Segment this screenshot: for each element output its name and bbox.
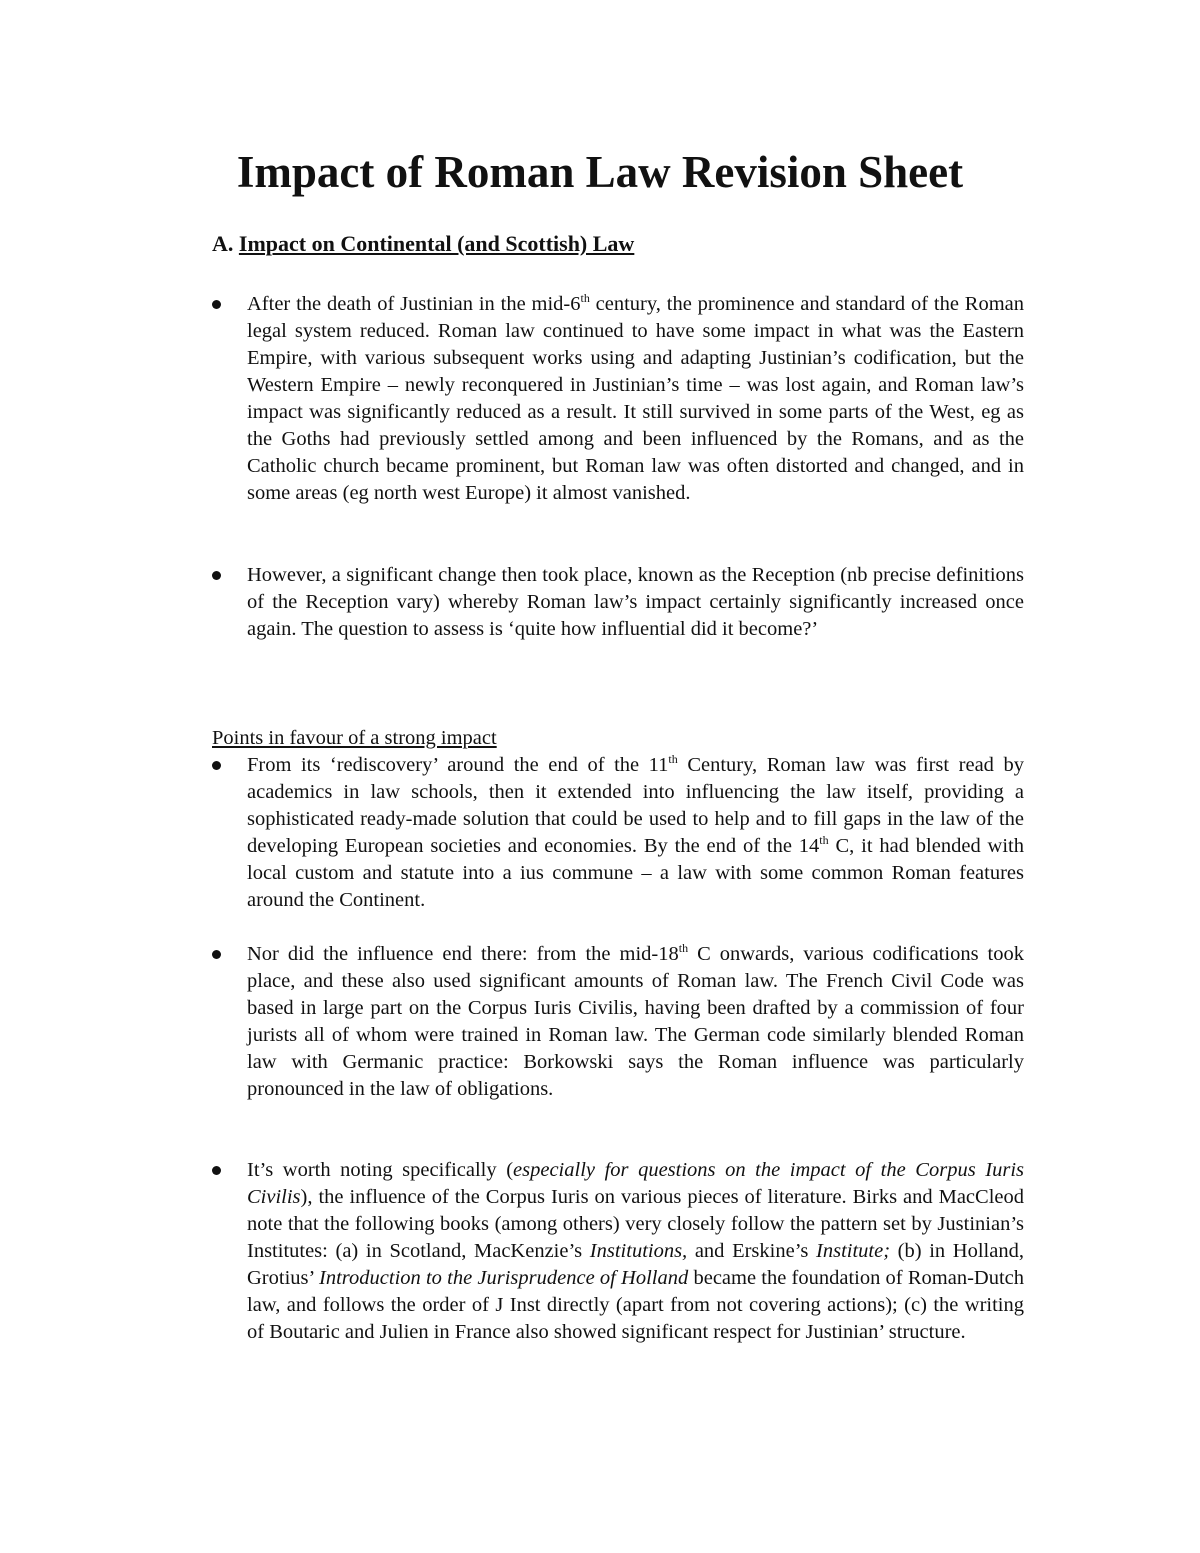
section-a-prefix: A.	[212, 231, 239, 256]
bullet-text: It’s worth noting specifically (especially for questions on the impact of the Corpus Iuris Civilis), the influence of the Corpus Iuris on various pieces of literature. Birks and MacCleod note that the following books (among others) very closely follow the pattern set by Justinian’s Institutes: (a) in Scotland, MacKenzie’s Institutions, and Erskine’s Institute; (b) in Holland, Grotius’ Introduction to the Jurisprudence of Holland became the foundation of Roman-Dutch law, and follows the order of J Inst directly (apart from not covering actions); (c) the writing of Boutaric and Julien in France also showed significant respect for Justinian’ structure.	[247, 1159, 1024, 1343]
subheading-favour: Points in favour of a strong impact	[212, 727, 497, 749]
page-title: Impact of Roman Law Revision Sheet	[236, 147, 964, 197]
list-item	[212, 1157, 1024, 1346]
bullet-icon	[212, 1166, 221, 1175]
bullet-text: Nor did the influence end there: from the mid-18th C onwards, various codifications took place, and these also used significant amounts of Roman law. The French Civil Code was based in large part on the Corpus Iuris Civilis, having been drafted by a commission of four jurists all of whom were trained in Roman law. The German code similarly blended Roman law with Germanic practice: Borkowski says the Roman influence was particularly pronounced in the law of obligations.	[247, 941, 1024, 1100]
list-item	[212, 291, 1024, 507]
section-a-title: Impact on Continental (and Scottish) Law	[238, 231, 635, 256]
bullet-text: After the death of Justinian in the mid-6th century, the prominence and standard of the Roman legal system reduced. Roman law continued to have some impact in what was the Eastern Empire, with various subsequent works using and adapting Justinian’s codification, but the Western Empire – newly reconquered in Justinian’s time – was lost again, and Roman law’s impact was significantly reduced as a result. It still survived in some parts of the West, eg as the Goths had previously settled among and been influenced by the Romans, and as the Catholic church became prominent, but Roman law was often distorted and changed, and in some areas (eg north west Europe) it almost vanished.	[247, 291, 1024, 504]
bullet-icon	[212, 571, 221, 580]
bullet-text: From its ‘rediscovery’ around the end of the 11th Century, Roman law was first read by academics in law schools, then it extended into influencing the law itself, providing a sophisticated ready-made solution that could be used to help and to fill gaps in the law of the developing European societies and economies. By the end of the 14th C, it had blended with local custom and statute into a ius commune – a law with some common Roman features around the Continent.	[247, 752, 1024, 911]
bullet-icon	[212, 300, 221, 309]
bullet-icon	[212, 950, 221, 959]
section-a-heading	[212, 230, 634, 258]
bullet-text: However, a significant change then took place, known as the Reception (nb precise definitions of the Reception vary) whereby Roman law’s impact certainly significantly increased once again. The question to assess is ‘quite how influential did it become?’	[247, 564, 1024, 640]
list-item	[212, 562, 1024, 643]
list-item	[212, 941, 1024, 1103]
bullet-icon	[212, 761, 221, 770]
list-item	[212, 752, 1024, 914]
